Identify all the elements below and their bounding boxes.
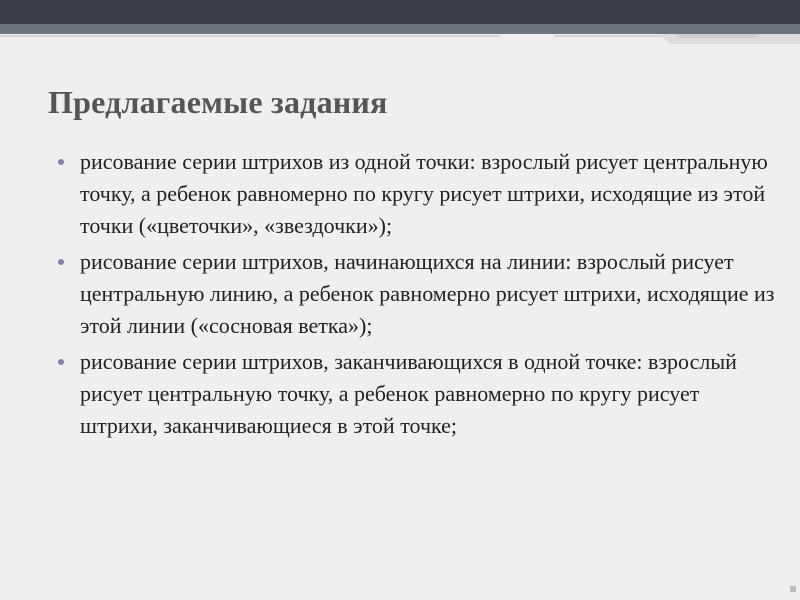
bullet-point-icon [58, 359, 64, 365]
bullet-point-icon [58, 259, 64, 265]
list-item [58, 346, 778, 442]
corner-ornament-icon [660, 34, 800, 44]
top-bar-accent [0, 24, 800, 34]
slide-corner-marker [790, 586, 796, 592]
slide-title: Предлагаемые задания [48, 84, 388, 120]
bullet-text: рисование серии штрихов из одной точки: взрослый рисует центральную точку, а ребенок равномерно по кругу рисует штрихи, исходящие из этой точки («цветочки», «звездочки»); [80, 149, 768, 238]
bullet-text: рисование серии штрихов, заканчивающихся в одной точке: взрослый рисует центральную точку, а ребенок равномерно по кругу рисует штрихи, заканчивающиеся в этой точке; [80, 349, 737, 438]
list-item [58, 146, 778, 242]
bullet-text: рисование серии штрихов, начинающихся на линии: взрослый рисует центральную линию, а ребенок равномерно рисует штрихи, исходящие из этой линии («сосновая ветка»); [80, 249, 775, 338]
top-bar [0, 0, 800, 24]
list-item [58, 246, 778, 342]
bullet-list [58, 146, 778, 446]
bullet-point-icon [58, 159, 64, 165]
divider-gap [500, 35, 554, 39]
